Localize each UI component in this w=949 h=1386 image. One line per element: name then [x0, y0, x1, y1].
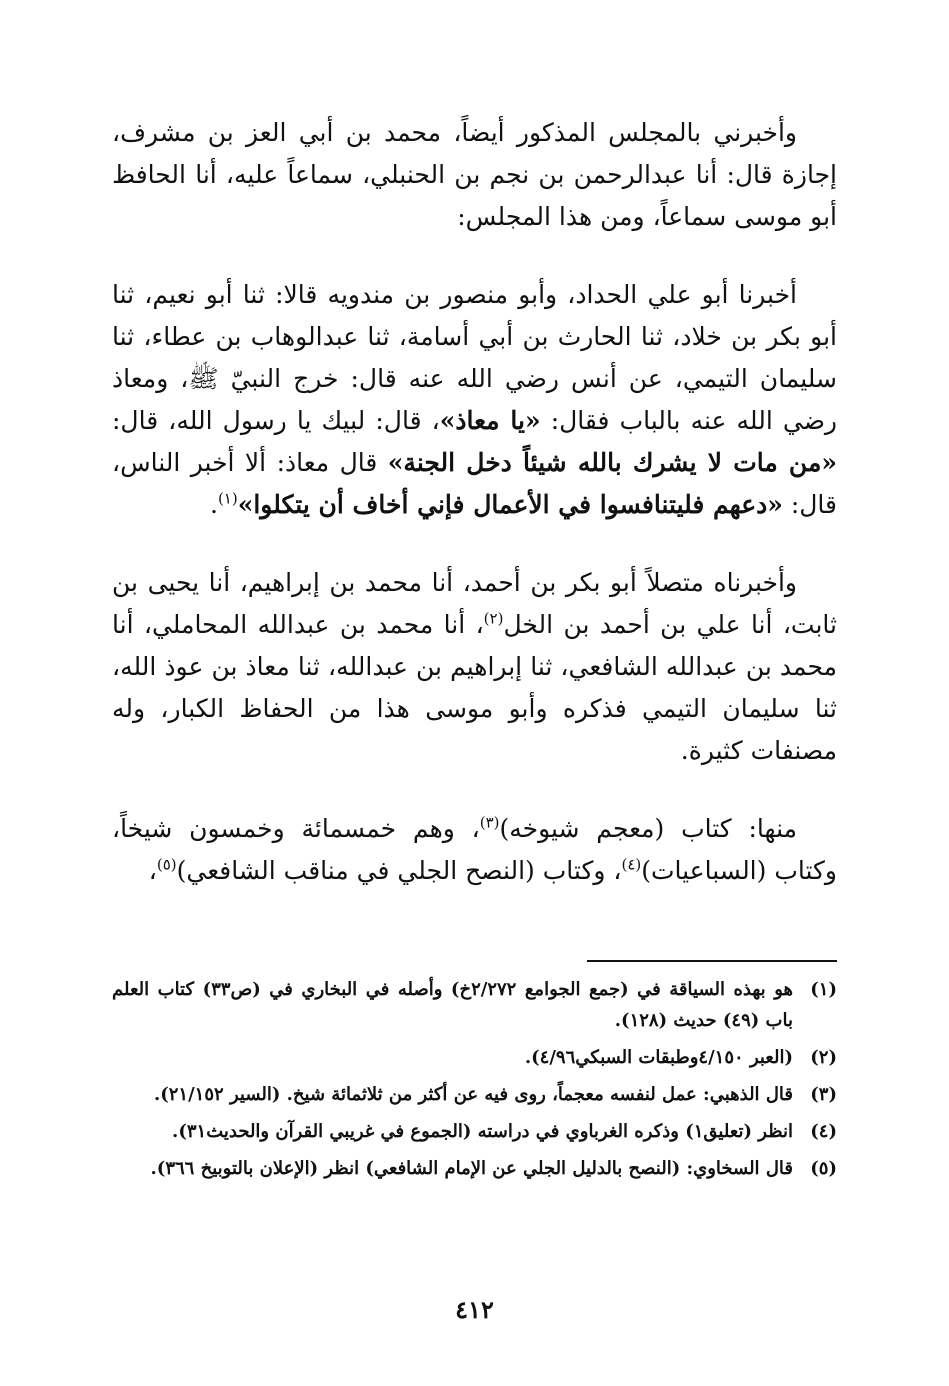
paragraph-2-part-4: . — [209, 490, 218, 519]
main-text — [112, 112, 837, 928]
hadith-quote-man-mata: «من مات لا يشرك بالله شيئاً دخل الجنة» — [387, 448, 837, 477]
footnote-separator — [587, 960, 837, 962]
footnote-4 — [112, 1116, 837, 1147]
footnote-1 — [112, 974, 837, 1036]
footnote-number: (٢) — [810, 1047, 837, 1068]
footnote-number: (٥) — [810, 1158, 837, 1179]
footnote-text: (العبر ٤/١٥٠وطبقات السبكي٤/٩٦). — [524, 1047, 793, 1068]
paragraph-1 — [112, 112, 837, 238]
page-number: ٤١٢ — [455, 1295, 494, 1324]
paragraph-2-part-3: قال معاذ: ألا أخبر الناس، قال: — [112, 448, 837, 519]
paragraph-2-part-2: ، قال: لبيك يا رسول الله، قال: — [112, 406, 440, 435]
hadith-quote-daahum: «دعهم فليتنافسوا في الأعمال فإني أخاف أن يتكلوا» — [237, 490, 783, 519]
footnote-3 — [112, 1079, 837, 1110]
footnotes — [112, 974, 837, 1190]
footnote-text: قال الذهبي: عمل لنفسه معجماً، روى فيه عن أكثر من ثلاثمائة شيخ. (السير ٢١/١٥٢). — [153, 1084, 793, 1105]
footnote-5 — [112, 1153, 837, 1184]
footnote-number: (١) — [810, 979, 837, 1000]
paragraph-2 — [112, 274, 837, 526]
paragraph-3 — [112, 562, 837, 772]
paragraph-4-part-4: ، — [148, 856, 157, 885]
hadith-quote-ya-muadh: «يا معاذ» — [439, 406, 541, 435]
paragraph-4-part-3: ، وكتاب (النصح الجلي في مناقب الشافعي) — [176, 856, 622, 885]
footnote-ref-1[interactable]: (١) — [217, 489, 238, 508]
footnote-text: هو بهذه السياقة في (جمع الجوامع ٢/٢٧٢خ) وأصله في البخاري في (ص٣٣) كتاب العلم باب (٤٩) حديث (١٢٨). — [112, 979, 794, 1031]
footnote-2 — [112, 1042, 837, 1073]
footnote-ref-2[interactable]: (٢) — [483, 609, 504, 628]
footnote-ref-5[interactable]: (٥) — [156, 855, 177, 874]
footnote-text: قال السخاوي: (النصح بالدليل الجلي عن الإمام الشافعي) انظر (الإعلان بالتوبيخ ٣٦٦). — [150, 1158, 793, 1179]
paragraph-3-part-1: وأخبرناه متصلاً أبو بكر بن أحمد، أنا محمد بن إبراهيم، أنا يحيى بن ثابت، أنا علي بن أحمد بن الخل — [112, 568, 837, 639]
paragraph-4 — [112, 808, 837, 892]
footnote-ref-3[interactable]: (٣) — [479, 813, 500, 832]
paragraph-3-part-2: ، أنا محمد بن عبدالله المحاملي، أنا محمد بن عبدالله الشافعي، ثنا إبراهيم بن عبدالله، ثنا معاذ بن عوذ الله، ثنا سليمان التيمي فذكره وأبو موسى هذا من الحفاظ الكبار، وله مصنفات كثيرة. — [112, 610, 837, 765]
paragraph-2-part-1: أخبرنا أبو علي الحداد، وأبو منصور بن مندويه قالا: ثنا أبو نعيم، ثنا أبو بكر بن خلاد، ثنا الحارث بن أبي أسامة، ثنا عبدالوهاب بن عطاء، ثنا سليمان التيمي، عن أنس رضي الله عنه قال: خرج النبيّ ﷺ، ومعاذ رضي الله عنه بالباب فقال: — [112, 280, 837, 435]
footnote-number: (٣) — [810, 1084, 837, 1105]
footnote-ref-4[interactable]: (٤) — [621, 855, 642, 874]
paragraph-4-part-2: ، وهم خمسمائة وخمسون شيخاً، وكتاب (السباعيات) — [112, 814, 837, 885]
footnote-number: (٤) — [810, 1121, 837, 1142]
paragraph-1-text: وأخبرني بالمجلس المذكور أيضاً، محمد بن أبي العز بن مشرف، إجازة قال: أنا عبدالرحمن بن نجم بن الحنبلي، سماعاً عليه، أنا الحافظ أبو موسى سماعاً، ومن هذا المجلس: — [112, 118, 837, 231]
paragraph-4-part-1: منها: كتاب (معجم شيوخه) — [499, 814, 797, 843]
footnote-text: انظر (تعليق١) وذكره الغرباوي في دراسته (الجموع في غريبي القرآن والحديث٣١). — [172, 1121, 793, 1142]
